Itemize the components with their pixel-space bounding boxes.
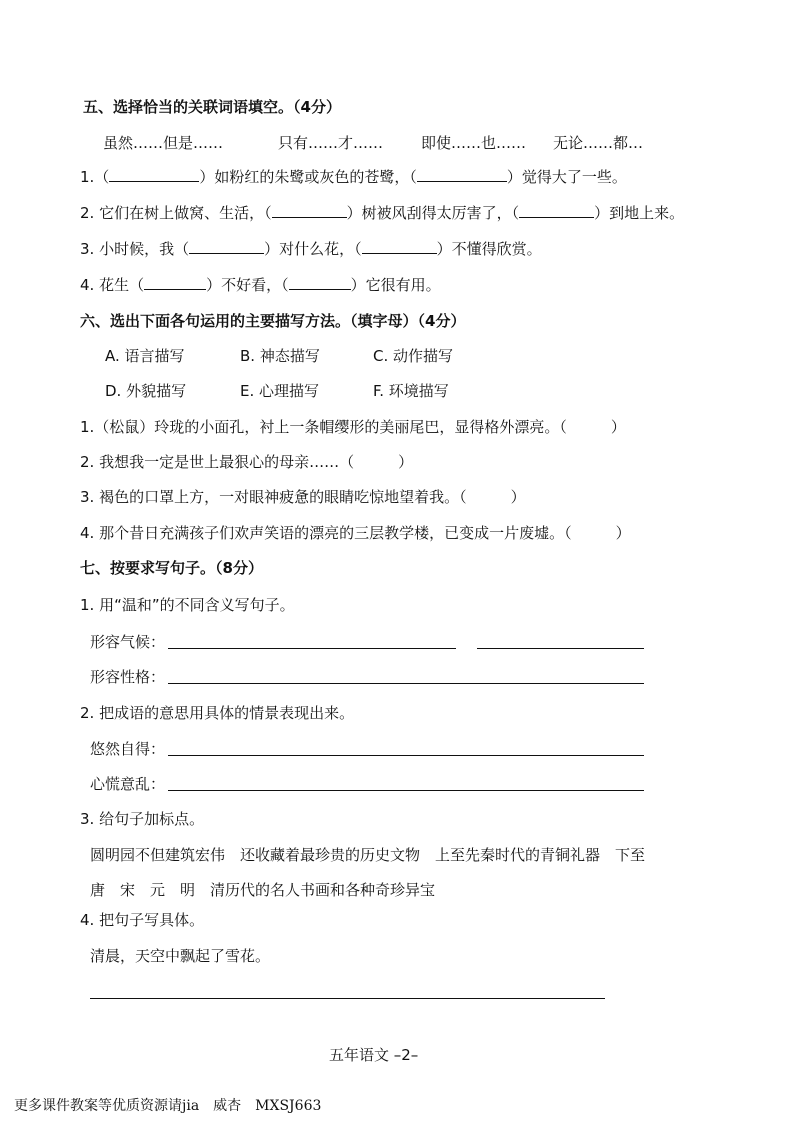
- answer-line[interactable]: [477, 648, 644, 649]
- answer-blank[interactable]: [417, 167, 507, 182]
- watermark-text: 更多课件教案等优质资源请jia 威杏 MXSJ663: [14, 1098, 322, 1114]
- expand-sentence: 清晨，天空中飘起了雪花。: [90, 947, 271, 965]
- section6-question-4: 4. 那个昔日充满孩子们欢声笑语的漂亮的三层教学楼，已变成一片废墟。（ ）: [80, 524, 631, 542]
- section7-question-4: 4. 把句子写具体。: [80, 911, 205, 929]
- section6-option: B. 神态描写: [240, 347, 320, 365]
- section6-question-2: 2. 我想我一定是世上最狠心的母亲……（ ）: [80, 453, 414, 471]
- answer-blank[interactable]: [289, 275, 351, 290]
- section5-option: 只有……才……: [278, 134, 384, 152]
- answer-blank[interactable]: [189, 239, 264, 254]
- answer-blank[interactable]: [109, 167, 199, 182]
- section5-question-4: 4. 花生（ ）不好看，（ ）它很有用。: [80, 276, 441, 294]
- answer-line[interactable]: [90, 998, 605, 999]
- section6-option: D. 外貌描写: [105, 382, 187, 400]
- answer-blank[interactable]: [362, 239, 437, 254]
- section5-option: 虽然……但是……: [103, 134, 224, 152]
- section6-option: E. 心理描写: [240, 382, 320, 400]
- section5-option: 无论……都…: [553, 134, 644, 152]
- answer-blank[interactable]: [144, 275, 206, 290]
- section7-question-3: 3. 给句子加标点。: [80, 810, 205, 828]
- section7-title: 七、按要求写句子。（8分）: [80, 559, 263, 577]
- section6-option: A. 语言描写: [105, 347, 185, 365]
- section5-question-1: 1.（ ）如粉红的朱鹭或灰色的苍鹭，（ ）觉得大了一些。: [80, 168, 627, 186]
- section7-question-1: 1. 用“温和”的不同含义写句子。: [80, 596, 295, 614]
- section5-question-3: 3. 小时候，我（ ）对什么花，（ ）不懂得欣赏。: [80, 240, 542, 258]
- punctuation-sentence: 唐 宋 元 明 清历代的名人书画和各种奇珍异宝: [90, 881, 436, 899]
- section5-title: 五、选择恰当的关联词语填空。（4分）: [83, 98, 341, 116]
- section6-option: C. 动作描写: [373, 347, 454, 365]
- prompt-label: 形容气候：: [90, 633, 166, 651]
- page-footer: 五年语文 –2–: [329, 1046, 419, 1064]
- prompt-label: 悠然自得：: [90, 740, 166, 758]
- punctuation-sentence: 圆明园不但建筑宏伟 还收藏着最珍贵的历史文物 上至先秦时代的青铜礼器 下至: [90, 846, 646, 864]
- prompt-label: 心慌意乱：: [90, 775, 166, 793]
- section5-option: 即使……也……: [421, 134, 527, 152]
- answer-line[interactable]: [168, 648, 456, 649]
- prompt-label: 形容性格：: [90, 668, 166, 686]
- section6-question-3: 3. 褐色的口罩上方，一对眼神疲惫的眼睛吃惊地望着我。（ ）: [80, 488, 526, 506]
- section6-option: F. 环境描写: [373, 382, 449, 400]
- answer-line[interactable]: [168, 755, 644, 756]
- answer-blank[interactable]: [519, 203, 594, 218]
- section6-question-1: 1.（松鼠）玲珑的小面孔，衬上一条帽缨形的美丽尾巴，显得格外漂亮。（ ）: [80, 418, 626, 436]
- answer-line[interactable]: [168, 790, 644, 791]
- section6-title: 六、选出下面各句运用的主要描写方法。（填字母）（4分）: [80, 312, 466, 330]
- answer-blank[interactable]: [272, 203, 347, 218]
- answer-line[interactable]: [168, 683, 644, 684]
- section5-question-2: 2. 它们在树上做窝、生活，（ ）树被风刮得太厉害了，（ ）到地上来。: [80, 204, 685, 222]
- section7-question-2: 2. 把成语的意思用具体的情景表现出来。: [80, 704, 355, 722]
